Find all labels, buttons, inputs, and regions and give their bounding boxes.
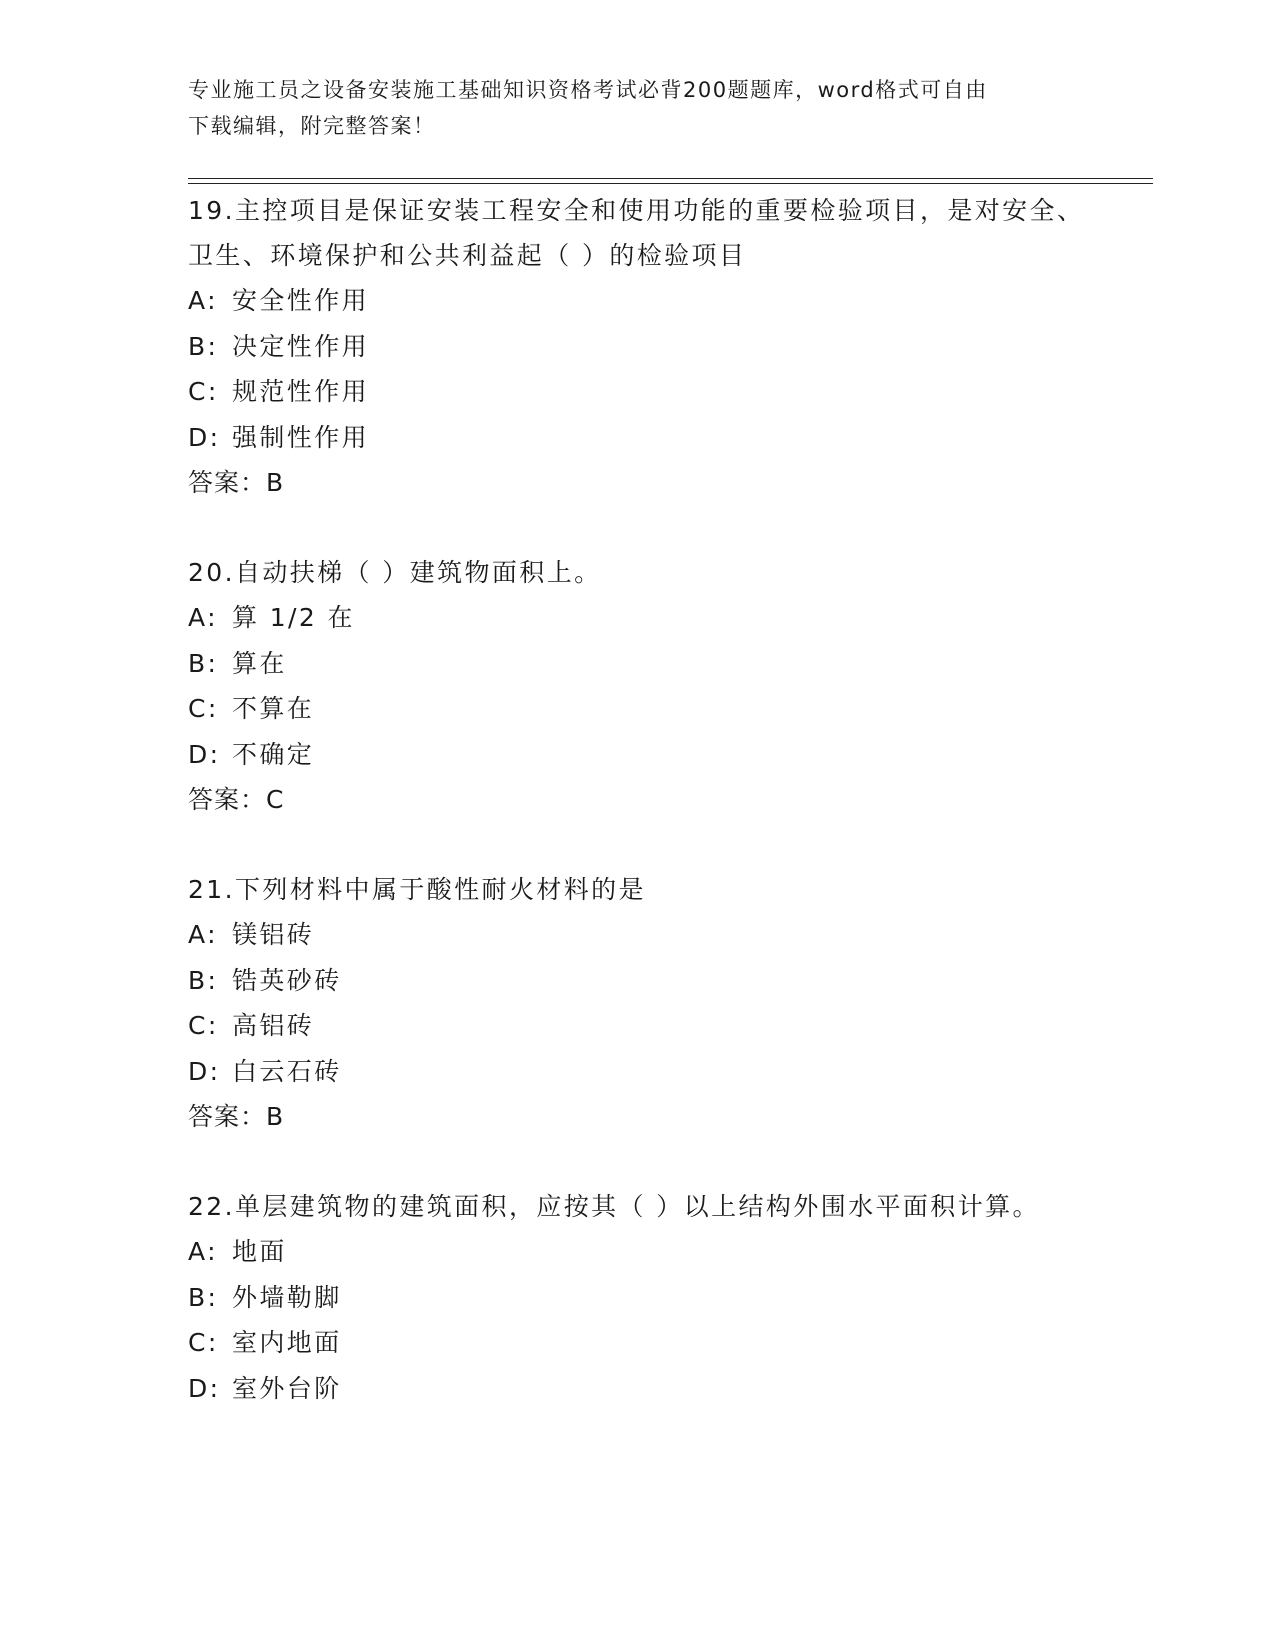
option-d <box>188 415 1088 461</box>
option-key: B: <box>188 331 219 361</box>
option-text: 锆英砂砖 <box>232 965 342 995</box>
option-a <box>188 1229 1088 1275</box>
question-stem: 22.单层建筑物的建筑面积，应按其（ ）以上结构外围水平面积计算。 <box>188 1192 1040 1221</box>
answer-line: 答案：B <box>188 468 285 497</box>
option-d <box>188 1049 1088 1095</box>
option-c <box>188 686 1088 732</box>
answer-line: 答案：C <box>188 785 285 814</box>
option-key: A: <box>188 603 218 632</box>
question-spacer <box>188 1139 1088 1184</box>
option-text: 不算在 <box>232 694 315 723</box>
question-spacer <box>188 505 1088 550</box>
option-text: 规范性作用 <box>232 377 370 406</box>
option-text: 白云石砖 <box>232 1056 342 1086</box>
option-b <box>188 641 1088 687</box>
option-key: B: <box>188 965 219 995</box>
option-key: A: <box>188 1237 218 1266</box>
question-spacer <box>188 822 1088 867</box>
option-c <box>188 1320 1088 1366</box>
option-key: A: <box>188 286 218 315</box>
option-b <box>188 958 1088 1004</box>
option-key: C: <box>188 694 219 723</box>
question-21 <box>188 867 1088 1139</box>
option-text: 决定性作用 <box>232 331 370 361</box>
option-key: D: <box>188 1056 221 1086</box>
option-c <box>188 369 1088 415</box>
header-line-1: 专业施工员之设备安装施工基础知识资格考试必背200题题库，word格式可自由 <box>188 78 988 102</box>
option-text: 算在 <box>232 648 287 678</box>
option-key: C: <box>188 1011 219 1040</box>
option-text: 地面 <box>232 1237 287 1266</box>
option-text: 算 1/2 在 <box>232 603 355 632</box>
question-stem: 21.下列材料中属于酸性耐火材料的是 <box>188 875 646 904</box>
option-a <box>188 912 1088 958</box>
option-text: 室外台阶 <box>232 1373 342 1403</box>
option-key: D: <box>188 422 221 452</box>
option-key: C: <box>188 377 219 406</box>
option-b <box>188 324 1088 370</box>
answer-line: 答案：B <box>188 1102 285 1131</box>
option-key: D: <box>188 739 221 769</box>
question-19 <box>188 188 1088 505</box>
option-text: 镁铝砖 <box>232 920 315 949</box>
question-20 <box>188 550 1088 822</box>
option-key: C: <box>188 1328 219 1357</box>
option-key: B: <box>188 1282 219 1312</box>
option-key: B: <box>188 648 219 678</box>
option-text: 不确定 <box>232 739 315 769</box>
question-list <box>188 188 1088 1411</box>
option-b <box>188 1275 1088 1321</box>
option-key: D: <box>188 1373 221 1403</box>
document-header <box>188 72 1088 144</box>
option-key: A: <box>188 920 218 949</box>
question-stem: 20.自动扶梯（ ）建筑物面积上。 <box>188 558 602 587</box>
option-text: 高铝砖 <box>232 1011 315 1040</box>
option-text: 室内地面 <box>232 1328 342 1357</box>
header-line-2: 下载编辑，附完整答案！ <box>188 114 436 138</box>
option-d <box>188 1366 1088 1412</box>
option-d <box>188 732 1088 778</box>
option-a <box>188 595 1088 641</box>
header-divider-top <box>188 178 1153 179</box>
option-a <box>188 278 1088 324</box>
option-c <box>188 1003 1088 1049</box>
header-divider-bottom <box>188 183 1153 184</box>
question-22 <box>188 1184 1088 1411</box>
option-text: 安全性作用 <box>232 286 370 315</box>
question-stem: 19.主控项目是保证安装工程安全和使用功能的重要检验项目，是对安全、卫生、环境保护和公共利益起（ ）的检验项目 <box>188 196 1085 270</box>
option-text: 外墙勒脚 <box>232 1282 342 1312</box>
option-text: 强制性作用 <box>232 422 370 452</box>
